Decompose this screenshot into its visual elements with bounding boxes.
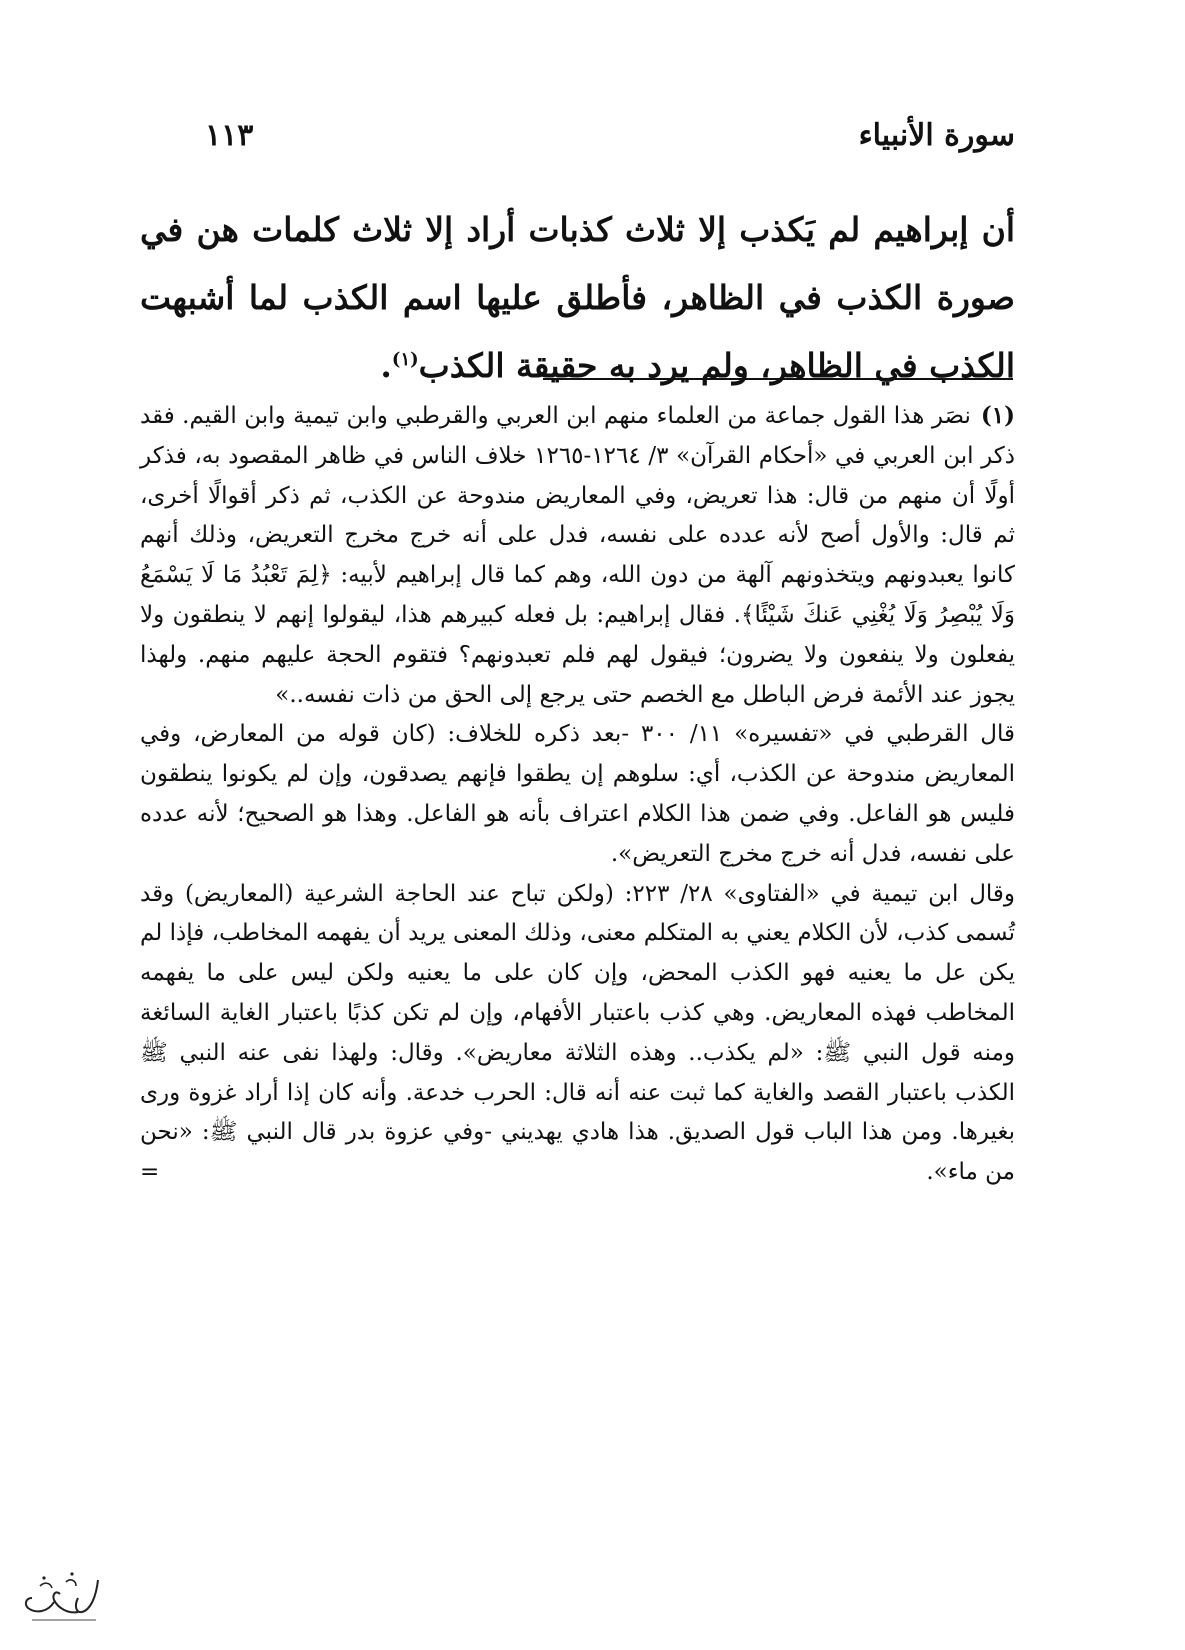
footnote-paragraph-2 (140, 715, 1015, 874)
footnote-text-2: قال القرطبي في «تفسيره» ١١/ ٣٠٠ -بعد ذكره للخلاف: (كان قوله من المعارض، وفي المعاريض مندوحة عن الكذب، أي: سلوهم إن يطقوا فإنهم يصدقون، وإن لم يكونوا ينطقون فليس هو الفاعل. وفي ضمن هذا الكلام اعتراف بأنه هو الفاعل. وهذا هو الصحيح؛ لأنه عدده على نفسه، فدل أنه خرج مخرج التعريض». (140, 721, 1015, 867)
footnotes-section (140, 396, 1015, 1193)
footnote-paragraph-1 (140, 396, 1015, 715)
footnote-divider (543, 378, 1013, 380)
main-end-mark: . (380, 346, 392, 385)
footnote-reference[interactable]: (١) (391, 349, 419, 370)
footnote-paragraph-3 (140, 875, 1015, 1193)
surah-title: سورة الأنبياء (858, 118, 1015, 153)
main-text (140, 196, 1015, 400)
footnote-text-3: وقال ابن تيمية في «الفتاوى» ٢٨/ ٢٢٣: (ولكن تباح عند الحاجة الشرعية (المعاريض) وقد تُسمى كذب، لأن الكلام يعني به المتكلم معنى، وذلك المعنى يريد أن يفهمه المخاطب، فإذا لم يكن عل ما يعنيه فهو الكذب المحض، وإن كان على ما يعنيه ولكن ليس على ما يفهمه المخاطب فهذه المعاريض. وهي كذب باعتبار الأفهام، وإن لم تكن كذبًا باعتبار الغاية السائغة ومنه قول النبي ﷺ: «لم يكذب.. وهذه الثلاثة معاريض». وقال: ولهذا نفى عنه النبي ﷺ الكذب باعتبار القصد والغاية كما ثبت عنه أنه قال: الحرب خدعة. وأنه كان إذا أراد غزوة ورى بغيرها. ومن هذا الباب قول الصديق. هذا هادي يهديني -وفي عزوة بدر قال النبي ﷺ: «نحن من ماء». (140, 880, 1016, 1186)
page-header (205, 118, 1015, 166)
library-seal-logo (18, 1568, 108, 1630)
main-paragraph (140, 196, 1015, 400)
continuation-mark: = (140, 1159, 160, 1186)
footnote-text-1: نصَر هذا القول جماعة من العلماء منهم ابن العربي والقرطبي وابن تيمية وابن القيم. فقد ذكر ابن العربي في «أحكام القرآن» ٣/ ١٢٦٤-١٢٦٥ خلاف الناس في ظاهر المقصود به، فذكر أولًا أن منهم من قال: هذا تعريض، وفي المعاريض مندوحة عن الكذب، ثم ذكر أقوالًا أخرى، ثم قال: والأول أصح لأنه عدده على نفسه، فدل على أنه خرج مخرج التعريض، وذلك أنهم كانوا يعبدونهم ويتخذونهم آلهة من دون الله، وهم كما قال إبراهيم لأبيه: ﴿لِمَ تَعْبُدُ مَا لَا يَسْمَعُ وَلَا يُبْصِرُ وَلَا يُغْنِي عَنكَ شَيْئًا﴾. فقال إبراهيم: بل فعله كبيرهم هذا، ليقولوا إنهم لا ينطقون ولا يفعلون ولا ينفعون ولا يضرون؛ فيقول لهم فلم تعبدونهم؟ فتقوم الحجة عليهم منهم. ولهذا يجوز عند الأئمة فرض الباطل مع الخصم حتى يرجع إلى الحق من ذات نفسه..» (140, 403, 1015, 708)
main-paragraph-text: أن إبراهيم لم يَكذب إلا ثلاث كذبات أراد إلا ثلاث كلمات هن في صورة الكذب في الظاهر، فأطلق عليها اسم الكذب لما أشبهت الكذب في الظاهر، ولم يرد به حقيقة الكذب (140, 210, 1015, 385)
footnote-number: (١) (980, 402, 1015, 429)
page-number: ١١٣ (205, 118, 254, 153)
